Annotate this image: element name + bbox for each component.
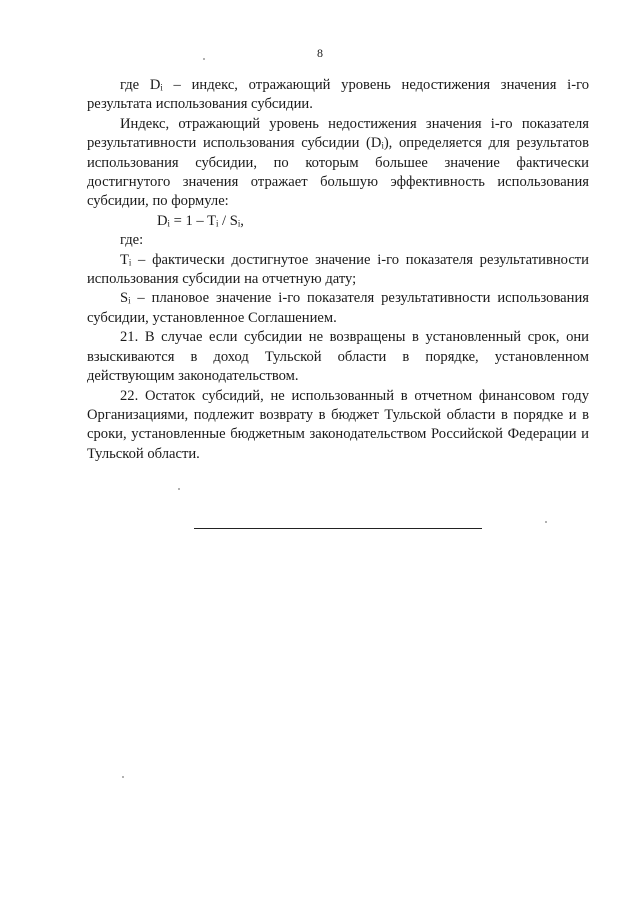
paragraph-index-definition: где Dᵢ – индекс, отражающий уровень недостижения значения i-го результата использования субсидии. xyxy=(87,77,589,113)
definition-t: Tᵢ – фактически достигнутое значение i-го показателя результативности использования субсидии на отчетную дату; xyxy=(87,251,589,288)
formula-where-label: где: xyxy=(120,232,144,249)
scan-speck xyxy=(203,58,205,60)
scan-speck xyxy=(178,488,180,490)
page-number: 8 xyxy=(317,46,323,60)
document-body xyxy=(87,76,589,464)
scan-speck xyxy=(122,776,124,778)
paragraph-index-formula-intro: Индекс, отражающий уровень недостижения значения i-го показателя результативности использования субсидии (Dᵢ), определяется для результатов использования субсидии, по которым большее значение фактически достигнутого значения отражает большую эффективность использования субсидии, по формуле: xyxy=(87,115,589,210)
scan-speck xyxy=(545,521,547,523)
formula: Dᵢ = 1 – Tᵢ / Sᵢ, xyxy=(157,212,244,229)
definition-s: Sᵢ – плановое значение i-го показателя результативности использования субсидии, установленное Соглашением. xyxy=(87,290,589,326)
paragraph-22: 22. Остаток субсидий, не использованный в отчетном финансовом году Организациями, подлежит возврату в бюджет Тульской области в порядке и в сроки, установленные бюджетным законодательством Российской Федерации и Тульской области. xyxy=(87,387,589,462)
closing-divider xyxy=(194,528,482,529)
paragraph-21: 21. В случае если субсидии не возвращены в установленный срок, они взыскиваются в доход Тульской области в порядке, установленном действующим законодательством. xyxy=(87,329,589,385)
